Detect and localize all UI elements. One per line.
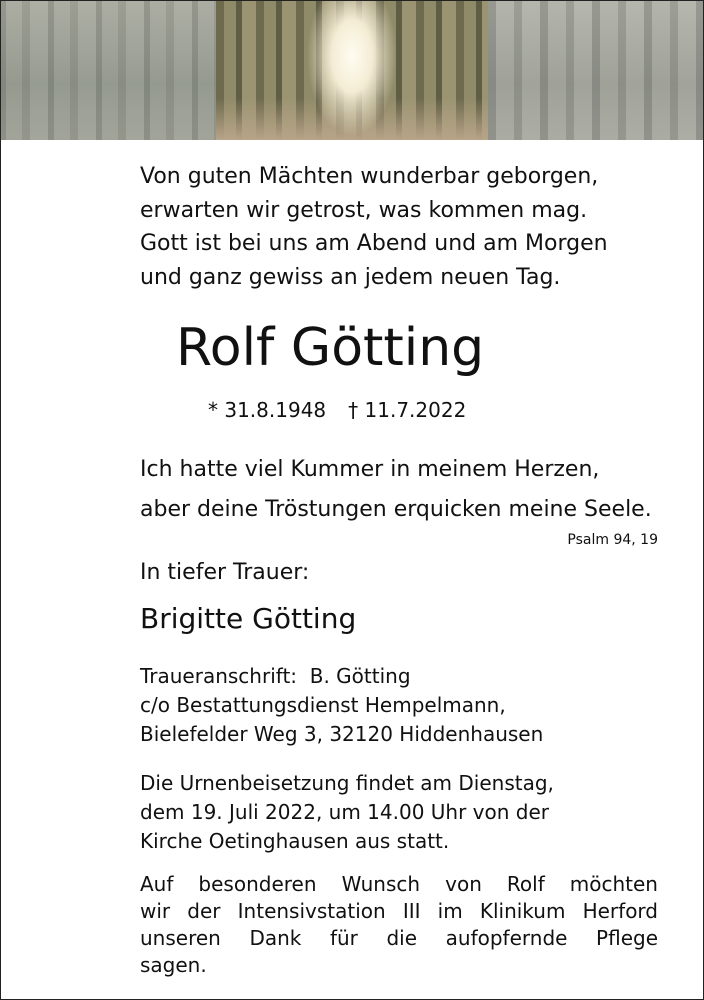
thanks-line: wir der Intensivstation III im Klinikum Herford xyxy=(140,899,658,923)
address-line: Traueranschrift: B. Götting xyxy=(140,664,411,688)
birth-date: * 31.8.1948 xyxy=(208,398,327,422)
poem-line: erwarten wir getrost, was kommen mag. xyxy=(140,197,588,223)
burial-line: dem 19. Juli 2022, um 14.00 Uhr von der xyxy=(140,800,550,824)
burial-line: Die Urnenbeisetzung findet am Dienstag, xyxy=(140,771,554,795)
mourner-name: Brigitte Götting xyxy=(140,602,357,635)
quote-line: aber deine Tröstungen erquicken meine Seele. xyxy=(140,497,652,522)
poem-line: und ganz gewiss an jedem neuen Tag. xyxy=(140,264,561,290)
psalm-reference: Psalm 94, 19 xyxy=(567,532,658,548)
poem-line: Gott ist bei uns am Abend und am Morgen xyxy=(140,231,608,256)
burial-line: Kirche Oetinghausen aus statt. xyxy=(140,829,450,853)
address-line: Bielefelder Weg 3, 32120 Hiddenhausen xyxy=(140,722,544,746)
poem-line: Von guten Mächten wunderbar geborgen, xyxy=(140,164,599,189)
thanks-line: unseren Dank für die aufopfernde Pflege xyxy=(140,926,658,950)
deceased-name: Rolf Götting xyxy=(176,318,485,378)
thanks-line: Auf besonderen Wunsch von Rolf möchten xyxy=(140,872,658,896)
death-date: † 11.7.2022 xyxy=(348,398,467,422)
address-line: c/o Bestattungsdienst Hempelmann, xyxy=(140,693,506,717)
thanks-line: sagen. xyxy=(140,953,207,977)
mourning-label: In tiefer Trauer: xyxy=(140,560,310,585)
quote-line: Ich hatte viel Kummer in meinem Herzen, xyxy=(140,457,600,482)
